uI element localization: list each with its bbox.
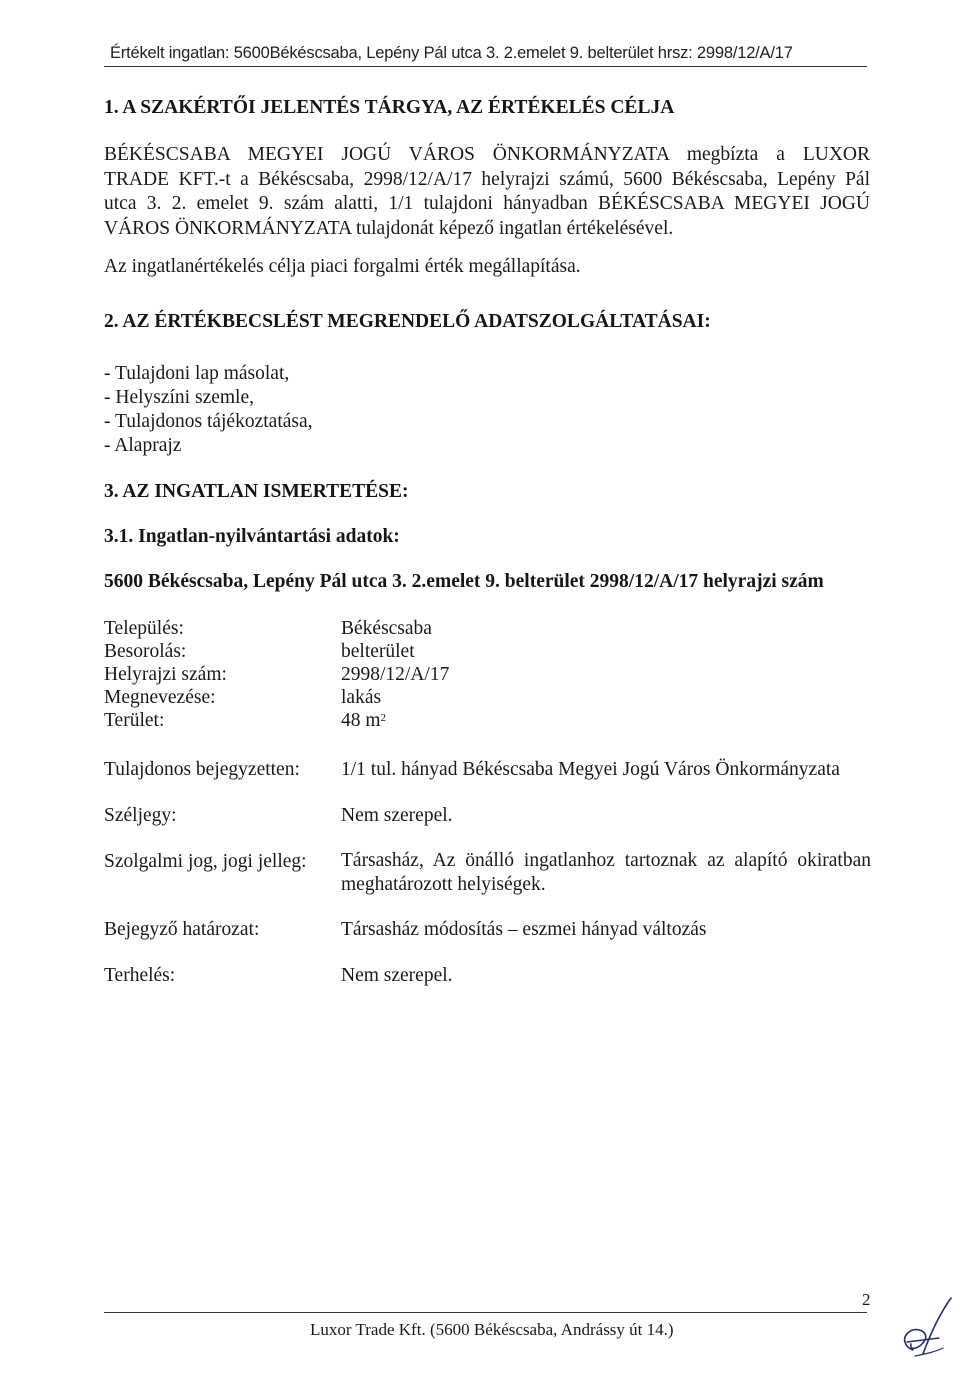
field-label-telepules: Település: bbox=[104, 618, 184, 639]
field-value-szolgalmi bbox=[341, 849, 871, 897]
list-item: - Alaprajz bbox=[104, 435, 182, 456]
area-value: 48 m bbox=[341, 710, 381, 731]
section-3-heading: 3. AZ INGATLAN ISMERTETÉSE: bbox=[104, 481, 409, 502]
handwritten-signature-icon bbox=[895, 1292, 955, 1362]
footer-rule bbox=[104, 1312, 867, 1313]
section-1-heading: 1. A SZAKÉRTŐI JELENTÉS TÁRGYA, AZ ÉRTÉKELÉS CÉLJA bbox=[104, 97, 675, 118]
list-item: - Tulajdonos tájékoztatása, bbox=[104, 411, 313, 432]
field-value-szeljegy: Nem szerepel. bbox=[341, 805, 453, 826]
value-line: meghatározott helyiségek. bbox=[341, 874, 546, 895]
running-header: Értékelt ingatlan: 5600Békéscsaba, Lepény Pál utca 3. 2.emelet 9. belterület hrsz: 2998/12/A/17 bbox=[110, 44, 793, 62]
paragraph-line: TRADE KFT.-t a Békéscsaba, 2998/12/A/17 helyrajzi számú, 5600 Békéscsaba, Lepény Pál bbox=[104, 168, 870, 190]
provided-documents-list bbox=[104, 362, 313, 458]
field-label-terheles: Terhelés: bbox=[104, 965, 176, 986]
field-value-telepules: Békéscsaba bbox=[341, 618, 432, 639]
field-value-megnevezes: lakás bbox=[341, 687, 382, 708]
list-item: - Helyszíni szemle, bbox=[104, 387, 254, 408]
section-2-heading: 2. AZ ÉRTÉKBECSLÉST MEGRENDELŐ ADATSZOLGÁLTATÁSAI: bbox=[104, 311, 711, 332]
footer-company: Luxor Trade Kft. (5600 Békéscsaba, Andrássy út 14.) bbox=[310, 1320, 674, 1339]
field-label-szeljegy: Széljegy: bbox=[104, 805, 177, 826]
paragraph-line: utca 3. 2. emelet 9. szám alatti, 1/1 tulajdoni hányadban BÉKÉSCSABA MEGYEI JOGÚ bbox=[104, 193, 870, 214]
field-value-terulet bbox=[341, 709, 386, 732]
field-value-tulajdonos: 1/1 tul. hányad Békéscsaba Megyei Jogú Város Önkormányzata bbox=[341, 759, 840, 780]
field-value-terheles: Nem szerepel. bbox=[341, 965, 453, 986]
property-line: 5600 Békéscsaba, Lepény Pál utca 3. 2.emelet 9. belterület 2998/12/A/17 helyrajzi szám bbox=[104, 571, 824, 592]
section-3-1-heading: 3.1. Ingatlan-nyilvántartási adatok: bbox=[104, 526, 400, 547]
field-label-hrsz: Helyrajzi szám: bbox=[104, 664, 227, 685]
field-label-megnevezes: Megnevezése: bbox=[104, 687, 216, 708]
list-item: - Tulajdoni lap másolat, bbox=[104, 363, 290, 384]
field-label-bejegyzo: Bejegyző határozat: bbox=[104, 919, 260, 940]
value-line: Társasház, Az önálló ingatlanhoz tartoznak az alapító okiratban bbox=[341, 850, 871, 871]
section-1-paragraph bbox=[104, 143, 870, 241]
page-number: 2 bbox=[862, 1290, 871, 1309]
field-value-besorolas: belterület bbox=[341, 641, 415, 662]
area-unit-superscript: 2 bbox=[380, 712, 387, 724]
field-label-szolgalmi: Szolgalmi jog, jogi jelleg: bbox=[104, 851, 307, 872]
paragraph-line: BÉKÉSCSABA MEGYEI JOGÚ VÁROS ÖNKORMÁNYZATA megbízta a LUXOR bbox=[104, 144, 870, 165]
field-value-hrsz: 2998/12/A/17 bbox=[341, 664, 450, 685]
valuation-purpose: Az ingatlanértékelés célja piaci forgalmi érték megállapítása. bbox=[104, 256, 581, 277]
field-label-terulet: Terület: bbox=[104, 710, 165, 731]
field-label-tulajdonos: Tulajdonos bejegyzetten: bbox=[104, 759, 300, 780]
paragraph-line: VÁROS ÖNKORMÁNYZATA tulajdonát képező ingatlan értékelésével. bbox=[104, 217, 674, 239]
field-value-bejegyzo: Társasház módosítás – eszmei hányad változás bbox=[341, 919, 707, 940]
header-rule bbox=[104, 66, 867, 67]
field-label-besorolas: Besorolás: bbox=[104, 641, 187, 662]
